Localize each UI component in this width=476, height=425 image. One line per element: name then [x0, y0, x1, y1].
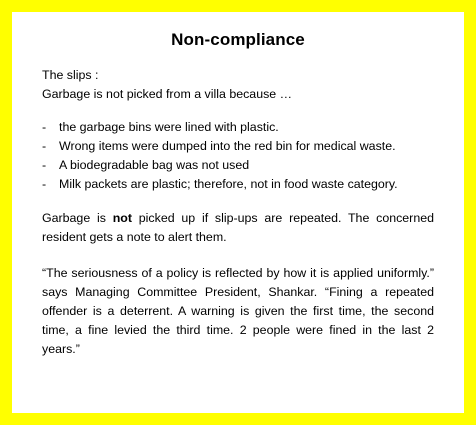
list-item — [42, 118, 434, 137]
repeat-offense-paragraph — [42, 209, 434, 247]
page-title: Non-compliance — [171, 30, 305, 49]
emphasis-not: not — [112, 211, 132, 225]
intro-sentence: Garbage is not picked from a villa because … — [42, 87, 293, 101]
list-item-text: the garbage bins were lined with plastic. — [59, 120, 279, 134]
dash-bullet-icon: - — [42, 177, 47, 191]
list-item — [42, 156, 434, 175]
dash-bullet-icon: - — [42, 158, 47, 172]
list-item — [42, 137, 434, 156]
document-card — [12, 12, 464, 413]
list-item-text: A biodegradable bag was not used — [59, 158, 250, 172]
paragraph-text-start: Garbage is — [42, 211, 113, 225]
dash-bullet-icon: - — [42, 120, 47, 134]
president-quote-paragraph: “The seriousness of a policy is reflected by how it is applied uniformly.” says Managing Committee President, Shankar. “Fining a repeated offender is a deterrent. A warning is given the first time, the second time, a fine levied the third time. 2 people were fined in the last 2 years.” — [42, 266, 434, 356]
reasons-list — [42, 118, 434, 194]
list-item-text: Wrong items were dumped into the red bin for medical waste. — [59, 139, 396, 153]
paragraph-text-end: picked up if slip-ups are repeated. The concerned resident gets a note to alert them. — [42, 211, 434, 244]
list-item — [42, 175, 434, 194]
intro-label: The slips : — [42, 68, 99, 82]
dash-bullet-icon: - — [42, 139, 47, 153]
list-item-text: Milk packets are plastic; therefore, not in food waste category. — [59, 177, 398, 191]
